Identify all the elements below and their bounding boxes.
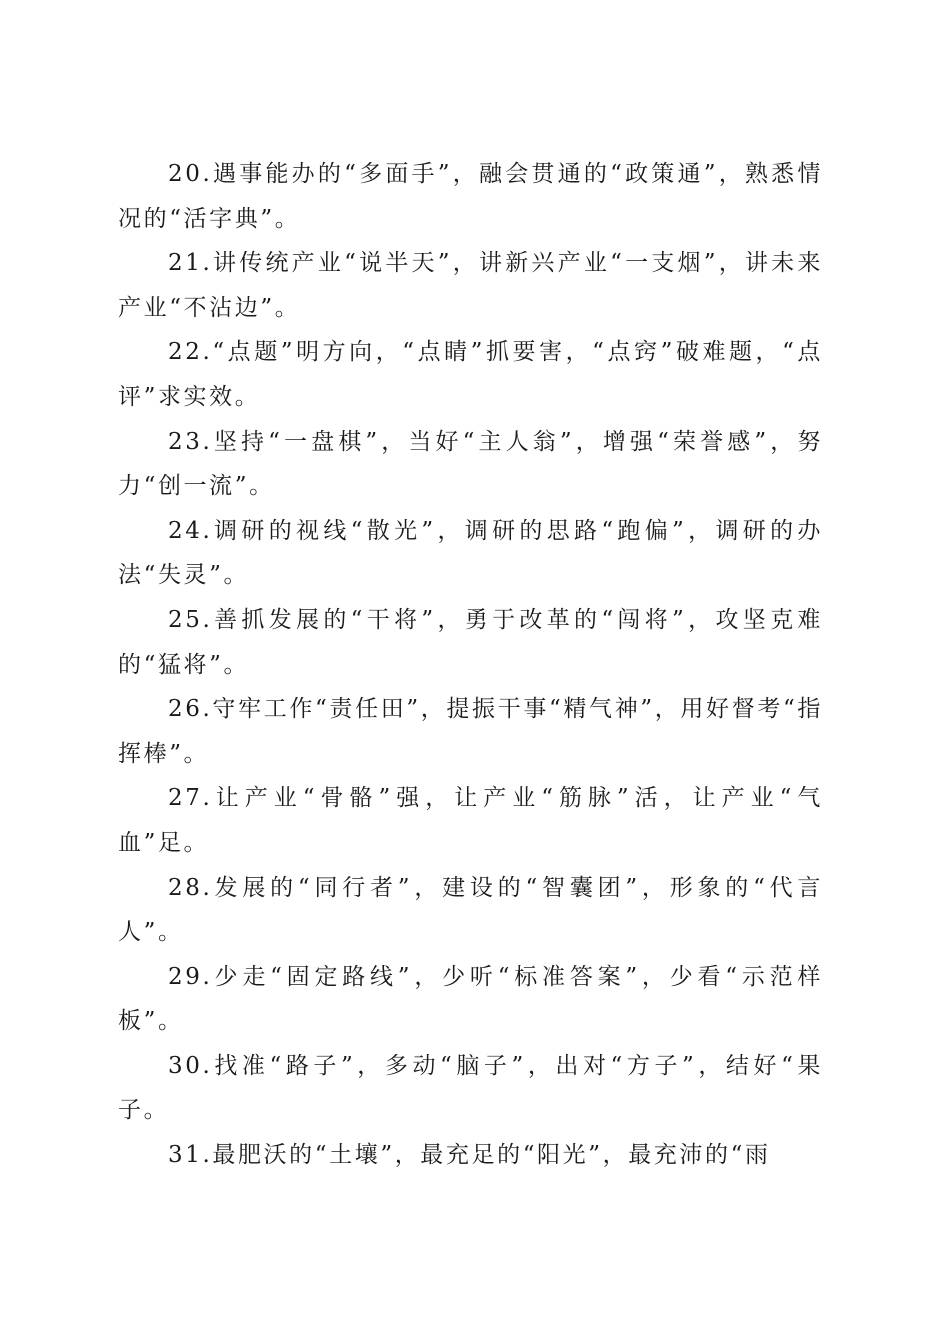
list-item: 26.守牢工作“责任田”，提振干事“精气神”，用好督考“指挥棒”。 [118,696,823,767]
list-item: 22.“点题”明方向，“点睛”抓要害，“点窍”破难题，“点评”求实效。 [118,339,823,410]
list-item: 28.发展的“同行者”，建设的“智囊团”，形象的“代言人”。 [118,874,823,946]
list-item: 29.少走“固定路线”，少听“标准答案”，少看“示范样板”。 [118,963,823,1035]
list-item: 30.找准“路子”，多动“脑子”，出对“方子”，结好“果子。 [118,1052,823,1124]
list-item: 21.讲传统产业“说半天”，讲新兴产业“一支烟”，讲未来产业“不沾边”。 [118,250,823,321]
document-body [118,152,823,1178]
list-item: 23.坚持“一盘棋”，当好“主人翁”，增强“荣誉感”，努力“创一流”。 [118,428,823,500]
list-item: 27.让产业“骨骼”强，让产业“筋脉”活，让产业“气血”足。 [118,785,823,856]
list-item: 25.善抓发展的“干将”，勇于改革的“闯将”，攻坚克难的“猛将”。 [118,606,823,678]
list-item: 24.调研的视线“散光”，调研的思路“跑偏”，调研的办法“失灵”。 [118,517,823,589]
list-item: 20.遇事能办的“多面手”，融会贯通的“政策通”，熟悉情况的“活字典”。 [118,161,823,232]
list-item: 31.最肥沃的“土壤”，最充足的“阳光”，最充沛的“雨 [168,1142,771,1169]
